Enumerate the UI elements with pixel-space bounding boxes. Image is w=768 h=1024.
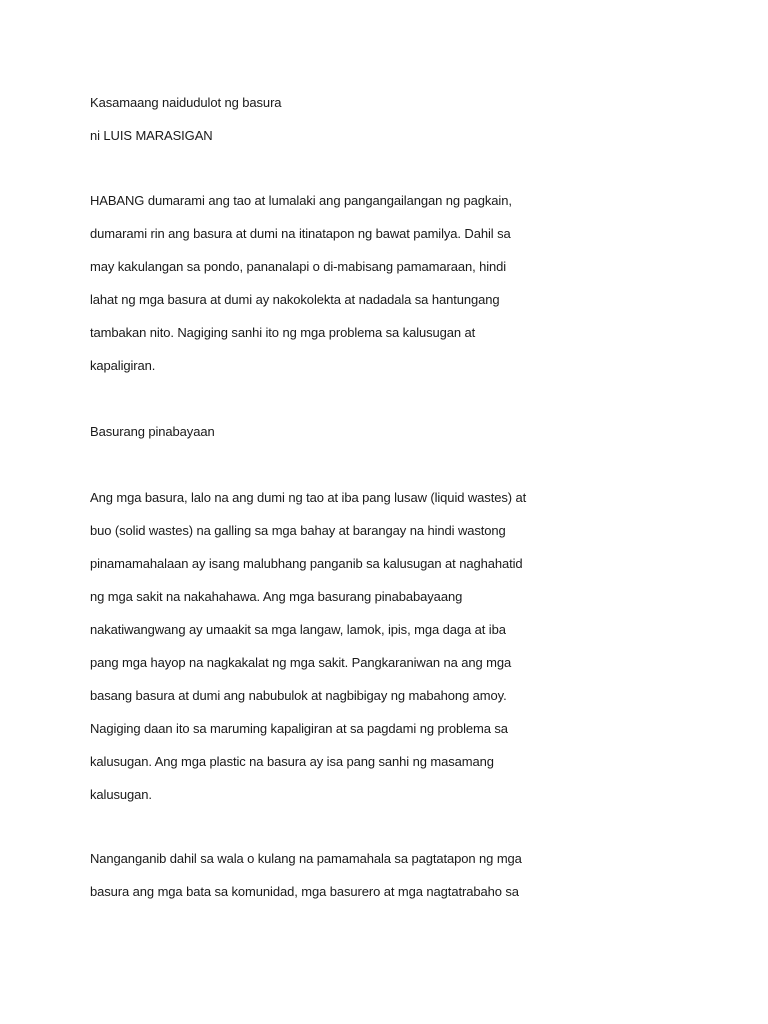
document-header — [90, 86, 530, 152]
paragraph-line: buo (solid wastes) na galling sa mga bahay at barangay na hindi wastong — [90, 523, 506, 538]
section-heading: Basurang pinabayaan — [90, 424, 215, 439]
paragraph-line: Nagiging daan ito sa maruming kapaligiran at sa pagdami ng problema sa — [90, 721, 508, 736]
paragraph-basurang-pinabayaan — [90, 481, 530, 811]
paragraph-line: kapaligiran. — [90, 358, 156, 373]
paragraph-line: HABANG dumarami ang tao at lumalaki ang pangangailangan ng pagkain, — [90, 193, 512, 208]
paragraph-line: may kakulangan sa pondo, pananalapi o di-mabisang pamamaraan, hindi — [90, 259, 507, 274]
document-author: ni LUIS MARASIGAN — [90, 128, 213, 143]
paragraph-line: pinamamahalaan ay isang malubhang panganib sa kalusugan at naghahatid — [90, 556, 523, 571]
paragraph-line: nakatiwangwang ay umaakit sa mga langaw, lamok, ipis, mga daga at iba — [90, 622, 506, 637]
paragraph-line: basura ang mga bata sa komunidad, mga basurero at mga nagtatrabaho sa — [90, 884, 519, 899]
paragraph-line: kalusugan. Ang mga plastic na basura ay isa pang sanhi ng masamang — [90, 754, 494, 769]
paragraph-nanganganib — [90, 842, 530, 908]
paragraph-intro — [90, 184, 530, 382]
paragraph-line: lahat ng mga basura at dumi ay nakokolekta at nadadala sa hantungang — [90, 292, 500, 307]
paragraph-line: kalusugan. — [90, 787, 152, 802]
paragraph-line: dumarami rin ang basura at dumi na itinatapon ng bawat pamilya. Dahil sa — [90, 226, 511, 241]
paragraph-line: tambakan nito. Nagiging sanhi ito ng mga problema sa kalusugan at — [90, 325, 476, 340]
paragraph-line: pang mga hayop na nagkakalat ng mga sakit. Pangkaraniwan na ang mga — [90, 655, 512, 670]
document-title: Kasamaang naidudulot ng basura — [90, 95, 282, 110]
paragraph-line: basang basura at dumi ang nabubulok at nagbibigay ng mabahong amoy. — [90, 688, 507, 703]
paragraph-line: Ang mga basura, lalo na ang dumi ng tao at iba pang lusaw (liquid wastes) at — [90, 490, 527, 505]
paragraph-line: ng mga sakit na nakahahawa. Ang mga basurang pinababayaang — [90, 589, 463, 604]
section-heading-block — [90, 415, 530, 448]
paragraph-line: Nanganganib dahil sa wala o kulang na pamamahala sa pagtatapon ng mga — [90, 851, 522, 866]
